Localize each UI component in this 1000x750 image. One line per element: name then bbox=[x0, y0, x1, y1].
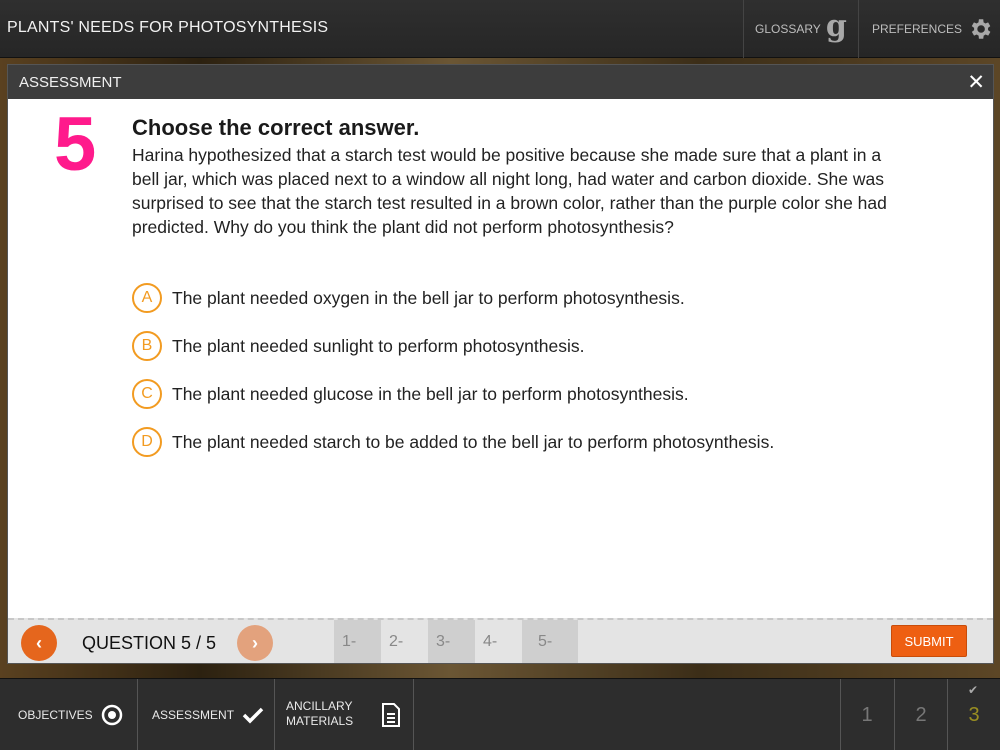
ancillary-materials-button[interactable] bbox=[275, 679, 414, 750]
question-text: Harina hypothesized that a starch test would be positive because she made sure that a plant in a bell jar, which was placed next to a window all night long, had water and carbon dioxide. She was surprised to see that the starch test resulted in a brown color, rather than the purple color she had predicted. Why do you think the plant did not perform photosynthesis? bbox=[132, 145, 887, 237]
question-heading: Choose the correct answer. bbox=[132, 115, 420, 140]
question-counter: QUESTION 5 / 5 bbox=[82, 633, 217, 653]
option-text-d[interactable]: The plant needed starch to be added to the bell jar to perform photosynthesis. bbox=[172, 431, 775, 452]
page-tab-3[interactable] bbox=[947, 679, 1000, 750]
ancillary-label-line2: MATERIALS bbox=[286, 714, 354, 728]
question-tab-1[interactable]: 1- bbox=[334, 620, 381, 663]
glossary-icon: g bbox=[825, 8, 847, 44]
question-tab-5[interactable]: 5- bbox=[522, 620, 578, 663]
preferences-button[interactable] bbox=[858, 0, 1000, 58]
option-text-b[interactable]: The plant needed sunlight to perform photosynthesis. bbox=[172, 335, 585, 356]
option-letter-d[interactable]: D bbox=[132, 427, 162, 457]
ancillary-label-line1: ANCILLARY bbox=[286, 699, 353, 713]
panel-title: ASSESSMENT bbox=[19, 73, 122, 91]
option-text-c[interactable]: The plant needed glucose in the bell jar to perform photosynthesis. bbox=[172, 383, 689, 404]
completed-check-icon: ✔ bbox=[968, 683, 979, 697]
top-bar bbox=[0, 0, 1000, 58]
app-title: PLANTS' NEEDS FOR PHOTOSYNTHESIS bbox=[7, 19, 329, 36]
previous-question-button[interactable] bbox=[21, 625, 57, 661]
objectives-label: OBJECTIVES bbox=[18, 708, 93, 722]
option-text-a[interactable]: The plant needed oxygen in the bell jar to perform photosynthesis. bbox=[172, 287, 685, 308]
page-tab-1[interactable]: 1 bbox=[840, 679, 893, 750]
page-tab-3-label: 3 bbox=[968, 703, 980, 726]
question-navigation-bar bbox=[8, 618, 993, 663]
preferences-label: PREFERENCES bbox=[872, 22, 963, 36]
question-tab-4[interactable]: 4- bbox=[483, 632, 498, 650]
glossary-label: GLOSSARY bbox=[755, 22, 821, 36]
answer-option-a[interactable] bbox=[132, 283, 685, 313]
option-letter-b[interactable]: B bbox=[132, 331, 162, 361]
panel-header bbox=[8, 65, 993, 99]
close-icon[interactable]: ✕ bbox=[967, 71, 985, 94]
answer-option-b[interactable] bbox=[132, 331, 584, 361]
chevron-left-icon: ‹ bbox=[36, 632, 42, 653]
question-tab-2[interactable]: 2- bbox=[389, 632, 404, 650]
target-icon bbox=[101, 704, 123, 726]
chevron-right-icon: › bbox=[252, 632, 258, 653]
objectives-button[interactable] bbox=[0, 679, 138, 750]
submit-button[interactable]: SUBMIT bbox=[891, 625, 967, 657]
option-letter-c[interactable]: C bbox=[132, 379, 162, 409]
assessment-button[interactable] bbox=[138, 679, 275, 750]
question-tab-3[interactable]: 3- bbox=[428, 620, 475, 663]
next-question-button[interactable] bbox=[237, 625, 273, 661]
question-number: 5 bbox=[54, 102, 97, 187]
option-letter-a[interactable]: A bbox=[132, 283, 162, 313]
bottom-bar bbox=[0, 678, 1000, 750]
answer-option-d[interactable] bbox=[132, 427, 774, 457]
page-tab-2[interactable]: 2 bbox=[894, 679, 947, 750]
glossary-button[interactable] bbox=[743, 0, 858, 58]
gear-icon bbox=[967, 16, 993, 42]
answer-option-c[interactable] bbox=[132, 379, 689, 409]
assessment-panel bbox=[7, 64, 994, 664]
assessment-label: ASSESSMENT bbox=[152, 708, 235, 722]
checkmark-icon bbox=[242, 706, 264, 724]
document-icon bbox=[381, 703, 401, 727]
